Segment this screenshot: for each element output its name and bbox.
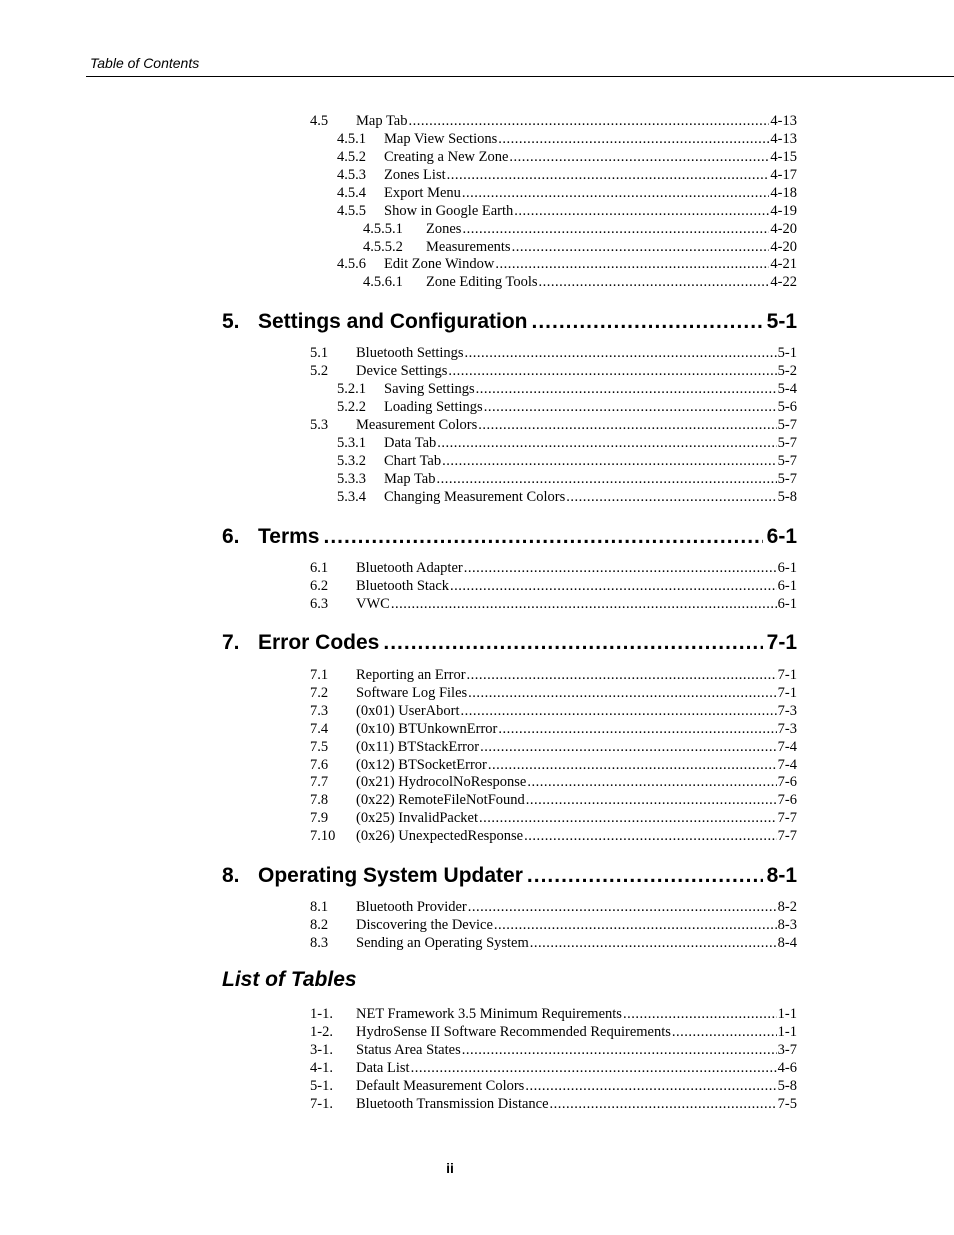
toc-entry-page: 8-2	[777, 899, 797, 915]
toc-entry-title: Measurement Colors	[356, 417, 478, 433]
dot-leader	[478, 416, 776, 434]
toc-entry-title: Software Log Files	[356, 685, 468, 701]
table-list-entry[interactable]	[310, 1059, 797, 1077]
toc-entry[interactable]	[310, 702, 797, 720]
toc-chapter-number: 6.	[222, 525, 240, 548]
toc-entry[interactable]	[310, 720, 797, 738]
toc-chapter-page: 7-1	[766, 631, 797, 654]
toc-entry-title: Show in Google Earth	[384, 203, 514, 219]
toc-entry-number: 8.1	[310, 899, 329, 915]
dot-leader	[479, 809, 777, 827]
dot-leader	[512, 238, 770, 256]
toc-entry-title: Reporting an Error	[356, 667, 466, 683]
toc-entry[interactable]	[337, 434, 797, 452]
dot-leader	[524, 827, 777, 845]
toc-entry-page: 4-22	[770, 274, 797, 290]
toc-entry-page: 7-3	[777, 721, 797, 737]
table-entry-page: 5-8	[777, 1078, 797, 1094]
toc-entry-number: 5.3	[310, 417, 329, 433]
toc-entry-title: Bluetooth Stack	[356, 578, 450, 594]
toc-entry[interactable]	[337, 255, 797, 273]
toc-entry-number: 4.5.5.1	[363, 221, 403, 237]
toc-chapter[interactable]	[222, 628, 797, 658]
dot-leader	[448, 362, 776, 380]
toc-entry-number: 6.2	[310, 578, 329, 594]
toc-entry[interactable]	[363, 238, 797, 256]
toc-entry-number: 5.3.3	[337, 471, 366, 487]
toc-entry-page: 5-6	[777, 399, 797, 415]
toc-entry[interactable]	[337, 202, 797, 220]
toc-entry-number: 4.5.5	[337, 203, 366, 219]
toc-entry-page: 5-2	[777, 363, 797, 379]
toc-entry-title: Map Tab	[384, 471, 436, 487]
dot-leader	[498, 720, 776, 738]
toc-entry-title: (0x11) BTStackError	[356, 739, 480, 755]
toc-entry-title: Chart Tab	[384, 453, 442, 469]
toc-entry-number: 4.5.6	[337, 256, 366, 272]
table-entry-page: 1-1	[777, 1024, 797, 1040]
toc-entry-page: 7-3	[777, 703, 797, 719]
toc-entry-page: 7-7	[777, 828, 797, 844]
toc-entry-page: 4-20	[770, 239, 797, 255]
toc-entry-title: Map Tab	[356, 113, 408, 129]
toc-chapter-title: Operating System Updater	[258, 864, 523, 887]
toc-entry[interactable]	[363, 273, 797, 291]
dot-leader	[468, 684, 777, 702]
toc-entry-title: Device Settings	[356, 363, 448, 379]
toc-entry-title: (0x26) UnexpectedResponse	[356, 828, 524, 844]
toc-entry-number: 5.3.2	[337, 453, 366, 469]
toc-entry-page: 8-3	[777, 917, 797, 933]
running-header: Table of Contents	[90, 55, 200, 71]
toc-entry-title: Bluetooth Adapter	[356, 560, 463, 576]
dot-leader	[442, 452, 777, 470]
dot-leader	[672, 1023, 777, 1041]
dot-leader	[488, 756, 777, 774]
table-entry-title: Default Measurement Colors	[356, 1078, 525, 1094]
dot-leader	[462, 184, 769, 202]
toc-entry[interactable]	[310, 916, 797, 934]
toc-entry-page: 5-1	[777, 345, 797, 361]
table-entry-page: 1-1	[777, 1006, 797, 1022]
dot-leader	[462, 220, 769, 238]
toc-entry-title: Bluetooth Provider	[356, 899, 467, 915]
toc-entry-number: 7.9	[310, 810, 329, 826]
toc-entry[interactable]	[310, 756, 797, 774]
toc-entry[interactable]	[310, 595, 797, 613]
dot-leader	[498, 130, 769, 148]
dot-leader	[464, 559, 777, 577]
toc-entry-page: 5-7	[777, 453, 797, 469]
dot-leader	[391, 595, 777, 613]
toc-chapter[interactable]	[222, 522, 797, 552]
dot-leader	[408, 112, 769, 130]
table-entry-title: Status Area States	[356, 1042, 461, 1058]
table-entry-number: 1-2.	[310, 1024, 333, 1040]
table-list-entry[interactable]	[310, 1041, 797, 1059]
dot-leader	[480, 738, 777, 756]
toc-entry-number: 8.3	[310, 935, 329, 951]
toc-entry[interactable]	[310, 684, 797, 702]
toc-entry-page: 4-15	[770, 149, 797, 165]
dot-leader	[514, 202, 769, 220]
toc-entry[interactable]	[310, 827, 797, 845]
table-entry-title: Bluetooth Transmission Distance	[356, 1096, 549, 1112]
toc-entry-title: Map View Sections	[384, 131, 498, 147]
toc-chapter-number: 5.	[222, 310, 240, 333]
toc-entry-title: Data Tab	[384, 435, 437, 451]
toc-entry-title: (0x12) BTSocketError	[356, 757, 487, 773]
toc-entry-title: (0x21) HydrocolNoResponse	[356, 774, 527, 790]
table-entry-page: 4-6	[777, 1060, 797, 1076]
toc-entry-page: 8-4	[777, 935, 797, 951]
toc-entry[interactable]	[310, 773, 797, 791]
toc-entry-number: 4.5.4	[337, 185, 366, 201]
toc-entry-page: 7-1	[777, 685, 797, 701]
toc-entry-page: 7-1	[777, 667, 797, 683]
toc-entry-page: 5-7	[777, 417, 797, 433]
dot-leader	[447, 166, 770, 184]
toc-entry[interactable]	[310, 577, 797, 595]
dot-leader	[527, 773, 776, 791]
toc-entry-page: 6-1	[777, 560, 797, 576]
toc-chapter-title: Terms	[258, 525, 320, 548]
header-rule	[86, 76, 954, 77]
toc-entry[interactable]	[337, 380, 797, 398]
dot-leader	[462, 1041, 777, 1059]
toc-entry-title: (0x22) RemoteFileNotFound	[356, 792, 525, 808]
toc-entry-title: (0x25) InvalidPacket	[356, 810, 479, 826]
dot-leader	[323, 522, 762, 552]
dot-leader	[495, 255, 769, 273]
toc-entry-title: VWC	[356, 596, 390, 612]
toc-entry-title: Sending an Operating System	[356, 935, 529, 951]
toc-entry-number: 7.10	[310, 828, 336, 844]
toc-entry-number: 7.5	[310, 739, 329, 755]
dot-leader	[436, 470, 776, 488]
toc-entry-number: 4.5.3	[337, 167, 366, 183]
table-entry-number: 4-1.	[310, 1060, 333, 1076]
toc-chapter-page: 6-1	[766, 525, 797, 548]
toc-entry-title: Bluetooth Settings	[356, 345, 464, 361]
toc-entry-title: Zones	[426, 221, 462, 237]
toc-entry-page: 5-4	[777, 381, 797, 397]
toc-entry-page: 6-1	[777, 596, 797, 612]
toc-entry[interactable]	[310, 934, 797, 952]
toc-entry[interactable]	[337, 398, 797, 416]
toc-entry-page: 4-19	[770, 203, 797, 219]
toc-entry[interactable]	[310, 112, 797, 130]
toc-entry-title: Measurements	[426, 239, 511, 255]
toc-entry[interactable]	[337, 452, 797, 470]
toc-entry[interactable]	[310, 809, 797, 827]
page-number: ii	[446, 1160, 454, 1176]
dot-leader	[468, 898, 777, 916]
toc-entry[interactable]	[363, 220, 797, 238]
toc-entry-number: 4.5.2	[337, 149, 366, 165]
toc-entry-title: Changing Measurement Colors	[384, 489, 566, 505]
dot-leader	[530, 934, 777, 952]
table-entry-number: 7-1.	[310, 1096, 333, 1112]
toc-chapter-number: 8.	[222, 864, 240, 887]
dot-leader	[527, 861, 763, 891]
toc-entry-number: 8.2	[310, 917, 329, 933]
dot-leader	[509, 148, 769, 166]
toc-entry-page: 5-8	[777, 489, 797, 505]
toc-entry-title: Discovering the Device	[356, 917, 493, 933]
table-list-entry[interactable]	[310, 1077, 797, 1095]
toc-entry-page: 5-7	[777, 435, 797, 451]
table-entry-page: 7-5	[777, 1096, 797, 1112]
toc-entry-number: 5.2.2	[337, 399, 366, 415]
toc-entry-number: 5.1	[310, 345, 329, 361]
toc-entry[interactable]	[310, 666, 797, 684]
toc-entry-number: 7.1	[310, 667, 329, 683]
toc-entry-title: (0x01) UserAbort	[356, 703, 460, 719]
toc-entry-page: 4-17	[770, 167, 797, 183]
table-entry-title: HydroSense II Software Recommended Requirements	[356, 1024, 671, 1040]
toc-entry-page: 7-4	[777, 739, 797, 755]
toc-entry-number: 5.2	[310, 363, 329, 379]
dot-leader	[525, 1077, 776, 1095]
toc-entry[interactable]	[310, 791, 797, 809]
dot-leader	[566, 488, 776, 506]
toc-entry-number: 4.5	[310, 113, 329, 129]
toc-entry-page: 4-13	[770, 113, 797, 129]
toc-entry-number: 4.5.6.1	[363, 274, 403, 290]
toc-entry-number: 7.8	[310, 792, 329, 808]
toc-entry[interactable]	[337, 148, 797, 166]
toc-entry[interactable]	[310, 344, 797, 362]
toc-entry-number: 7.7	[310, 774, 329, 790]
table-entry-number: 5-1.	[310, 1078, 333, 1094]
toc-entry[interactable]	[310, 898, 797, 916]
toc-chapter-page: 8-1	[766, 864, 797, 887]
dot-leader	[623, 1005, 777, 1023]
toc-entry-page: 6-1	[777, 578, 797, 594]
toc-entry-number: 6.3	[310, 596, 329, 612]
toc-entry-title: (0x10) BTUnkownError	[356, 721, 498, 737]
toc-entry[interactable]	[310, 362, 797, 380]
table-entry-title: Data List	[356, 1060, 410, 1076]
toc-entry[interactable]	[337, 166, 797, 184]
toc-entry-page: 4-18	[770, 185, 797, 201]
toc-entry-title: Loading Settings	[384, 399, 483, 415]
table-entry-number: 1-1.	[310, 1006, 333, 1022]
toc-entry-number: 5.3.4	[337, 489, 366, 505]
toc-chapter-title: Error Codes	[258, 631, 380, 654]
dot-leader	[467, 666, 777, 684]
dot-leader	[494, 916, 777, 934]
toc-entry[interactable]	[310, 738, 797, 756]
toc-entry-page: 7-4	[777, 757, 797, 773]
list-of-tables-heading: List of Tables	[222, 968, 357, 991]
toc-entry[interactable]	[337, 184, 797, 202]
table-entry-number: 3-1.	[310, 1042, 333, 1058]
toc-entry-number: 7.4	[310, 721, 329, 737]
toc-chapter-number: 7.	[222, 631, 240, 654]
toc-entry-page: 4-13	[770, 131, 797, 147]
toc-entry-number: 5.3.1	[337, 435, 366, 451]
toc-entry-title: Zone Editing Tools	[426, 274, 538, 290]
dot-leader	[437, 434, 776, 452]
toc-entry-number: 4.5.1	[337, 131, 366, 147]
toc-entry[interactable]	[337, 470, 797, 488]
toc-entry-title: Export Menu	[384, 185, 461, 201]
dot-leader	[484, 398, 777, 416]
toc-entry-page: 4-20	[770, 221, 797, 237]
toc-entry-number: 5.2.1	[337, 381, 366, 397]
toc-entry-number: 4.5.5.2	[363, 239, 403, 255]
toc-entry-number: 6.1	[310, 560, 329, 576]
dot-leader	[465, 344, 777, 362]
toc-entry-page: 7-7	[777, 810, 797, 826]
toc-entry-page: 7-6	[777, 792, 797, 808]
dot-leader	[531, 307, 762, 337]
toc-chapter-page: 5-1	[766, 310, 797, 333]
table-list-entry[interactable]	[310, 1095, 797, 1113]
toc-entry-number: 7.3	[310, 703, 329, 719]
dot-leader	[539, 273, 770, 291]
toc-chapter[interactable]	[222, 861, 797, 891]
toc-entry-title: Zones List	[384, 167, 446, 183]
toc-entry-title: Edit Zone Window	[384, 256, 495, 272]
table-entry-title: NET Framework 3.5 Minimum Requirements	[356, 1006, 622, 1022]
dot-leader	[476, 380, 777, 398]
table-list-entry[interactable]	[310, 1023, 797, 1041]
toc-entry-number: 7.6	[310, 757, 329, 773]
dot-leader	[383, 628, 762, 658]
dot-leader	[550, 1095, 777, 1113]
table-entry-page: 3-7	[777, 1042, 797, 1058]
toc-entry[interactable]	[337, 130, 797, 148]
toc-entry-page: 5-7	[777, 471, 797, 487]
toc-entry[interactable]	[337, 488, 797, 506]
toc-chapter[interactable]	[222, 307, 797, 337]
toc-entry-page: 4-21	[770, 256, 797, 272]
toc-entry-title: Saving Settings	[384, 381, 475, 397]
dot-leader	[450, 577, 777, 595]
dot-leader	[411, 1059, 777, 1077]
dot-leader	[526, 791, 777, 809]
toc-entry-number: 7.2	[310, 685, 329, 701]
toc-entry-page: 7-6	[777, 774, 797, 790]
toc-entry[interactable]	[310, 416, 797, 434]
table-list-entry[interactable]	[310, 1005, 797, 1023]
toc-entry[interactable]	[310, 559, 797, 577]
toc-entry-title: Creating a New Zone	[384, 149, 509, 165]
toc-chapter-title: Settings and Configuration	[258, 310, 528, 333]
dot-leader	[461, 702, 777, 720]
